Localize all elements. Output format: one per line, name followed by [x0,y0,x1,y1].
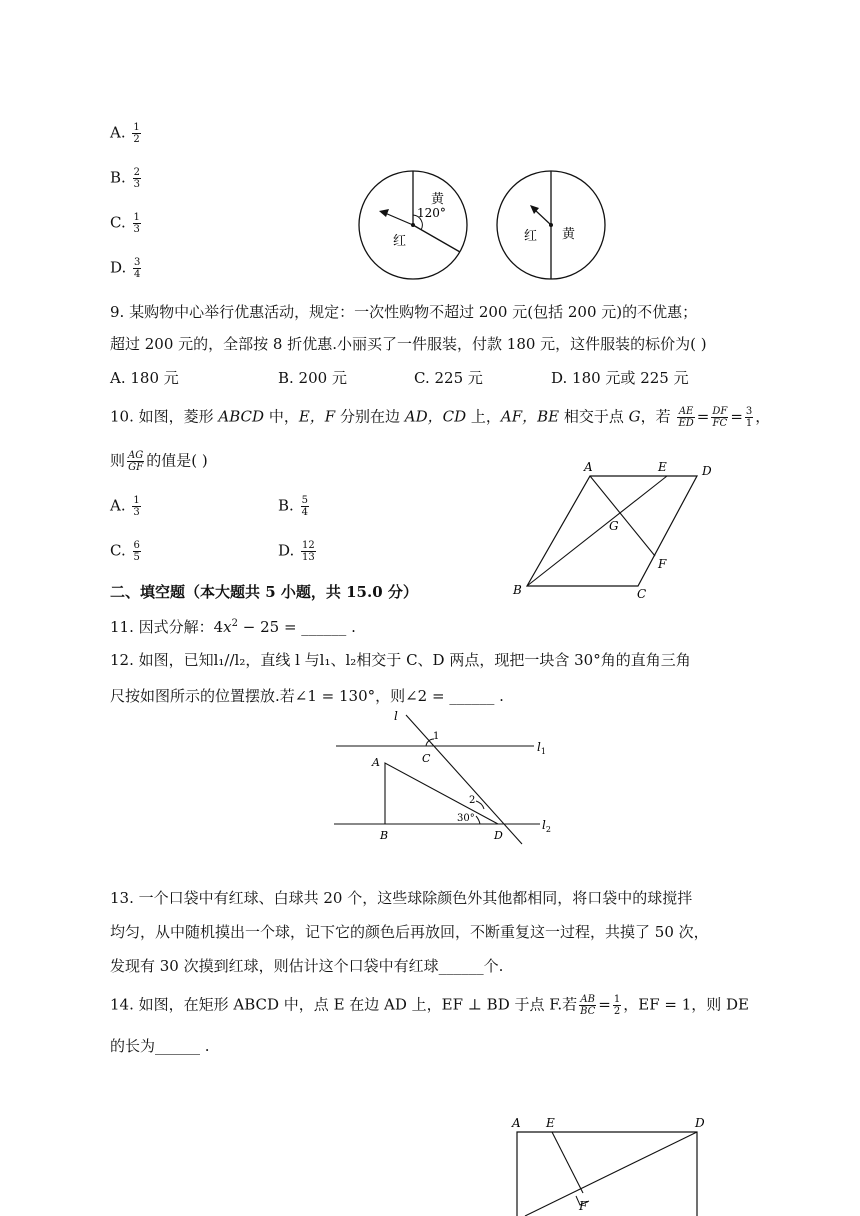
label-g: G [609,519,619,533]
spinner-disc-1 [359,171,467,279]
label-angle-1: 1 [433,731,440,742]
parallel-lines-figure [330,706,570,851]
q14-line-2: 的长为______ . [110,1037,210,1055]
label-b: B [380,829,389,842]
label-l1: $l_1$ [537,740,546,756]
fraction: $\frac{6}{5}$ [133,540,140,563]
label-f: F [658,557,667,571]
q9-option-b: B. 200 元 [278,369,347,387]
fraction: $\frac{1}{3}$ [133,495,140,518]
disc2-red-label: 红 [524,229,538,244]
rectangle-figure [505,1112,730,1216]
q9-line-2: 超过 200 元的，全部按 8 折优惠.小丽买了一件服装，付款 180 元，这件服装的标价为( ) [110,335,707,353]
q8-option-c: C. $\frac{1}{3}$ [110,212,140,235]
spinner-disc-2 [497,171,605,279]
label-a: A [512,1116,521,1130]
fraction: $\frac{1}{3}$ [133,212,140,235]
fraction: $\frac{1}{2}$ [133,122,140,145]
q12-line-2: 尺按如图所示的位置摆放.若∠1 = 130°，则∠2 = ______ . [110,687,504,705]
label-angle-2: 2 [469,795,476,806]
label-d: D [494,829,503,842]
q10-option-c: C. $\frac{6}{5}$ [110,540,140,563]
q14-line-1: 14. 如图，在矩形 ABCD 中，点 E 在边 AD 上，EF ⊥ BD 于点 F.若 $\frac{AB}{BC}$ = $\frac{1}{2}$ ，EF = 1，则 DE [110,994,749,1017]
q9-option-a: A. 180 元 [110,369,179,387]
fraction: $\frac{3}{1}$ [745,406,753,429]
section-heading: 二、填空题（本大题共 5 小题，共 15.0 分） [110,583,418,601]
label-l2: $l_2$ [542,818,551,834]
q12-line-1: 12. 如图，已知l₁//l₂，直线 l 与l₁、l₂相交于 C、D 两点，现把一块含 30°角的直角三角 [110,651,691,669]
disc2-yellow-label: 黄 [562,227,576,242]
q9-option-c: C. 225 元 [414,369,483,387]
q13-line-3: 发现有 30 次摸到红球，则估计这个口袋中有红球______个. [110,957,504,975]
label-e: E [658,460,667,474]
label-b: B [513,583,522,597]
q8-option-a: A. $\frac{1}{2}$ [110,122,140,145]
label-a: A [584,460,593,474]
fraction: $\frac{AE}{ED}$ [678,406,694,429]
q10-line-2: 则 $\frac{AG}{GF}$ 的值是( ) [110,450,208,473]
disc1-yellow-label: 黄 [431,192,445,207]
disc1-angle-label: 120° [417,206,446,220]
label-e: E [546,1116,555,1130]
q9-line-1: 9. 某购物中心举行优惠活动，规定：一次性购物不超过 200 元(包括 200 元)的不优惠； [110,303,698,321]
q13-line-2: 均匀，从中随机摸出一个球，记下它的颜色后再放回，不断重复这一过程，共摸了 50 次， [110,923,709,941]
q8-option-d: D. $\frac{3}{4}$ [110,257,141,280]
q9-option-d: D. 180 元或 225 元 [551,369,689,387]
q10-line-1: 10. 如图，菱形 ABCD 中，E，F 分别在边 AD，CD 上，AF，BE 相交于点 G，若 $\frac{AE}{ED}$ = $\frac{DF}{FC}$ = $\frac{3}{1}$ ， [110,406,771,429]
label-a: A [372,756,380,769]
label-d: D [695,1116,705,1130]
fraction: $\frac{2}{3}$ [133,167,140,190]
fraction: $\frac{AB}{BC}$ [580,994,596,1017]
q11-line: 11. 因式分解：$4x^2 - 25$ = ______ . [110,618,356,636]
q8-option-b: B. $\frac{2}{3}$ [110,167,140,190]
fraction: $\frac{12}{13}$ [302,540,315,563]
q10-option-b: B. $\frac{5}{4}$ [278,495,308,518]
label-l: l [394,709,398,723]
label-f: F [579,1199,588,1213]
label-c: C [637,587,647,601]
q10-option-a: A. $\frac{1}{3}$ [110,495,140,518]
q10-option-d: D. $\frac{12}{13}$ [278,540,315,563]
label-d: D [702,464,712,478]
q13-line-1: 13. 一个口袋中有红球、白球共 20 个，这些球除颜色外其他都相同，将口袋中的球搅拌 [110,889,693,907]
label-30-deg: 30° [457,813,475,824]
fraction: $\frac{5}{4}$ [301,495,308,518]
fraction: $\frac{3}{4}$ [134,257,141,280]
fraction: $\frac{DF}{FC}$ [712,406,728,429]
rhombus-figure [505,458,730,603]
fraction: $\frac{1}{2}$ [613,994,621,1017]
fraction: $\frac{AG}{GF}$ [128,450,144,473]
disc1-red-label: 红 [393,234,407,249]
spinner-figure [355,165,615,290]
label-c: C [422,752,431,765]
